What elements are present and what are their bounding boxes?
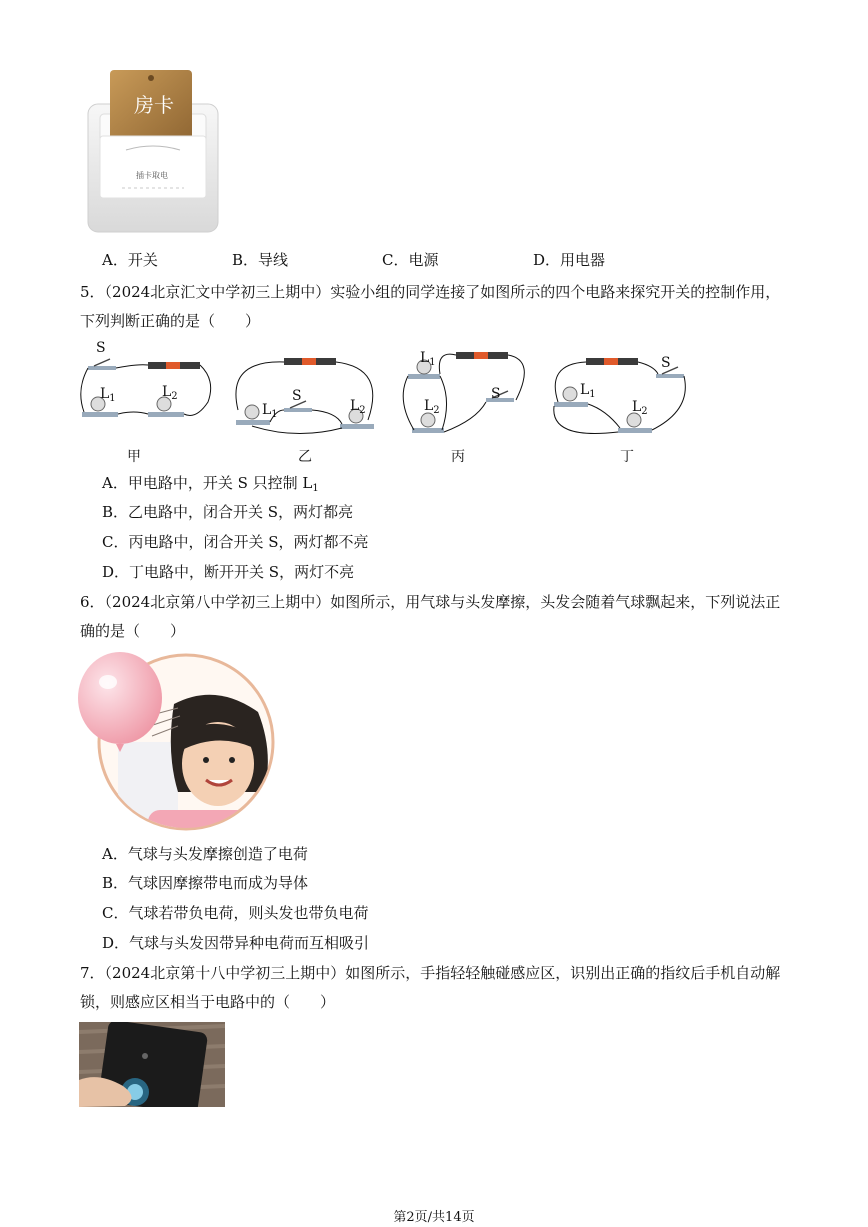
label-l2-yi: $L_2$ xyxy=(350,398,366,416)
slot-label: 插卡取电 xyxy=(136,171,168,180)
q5-stem: 5．（2024北京汇文中学初三上期中）实验小组的同学连接了如图所示的四个电路来探究开关的控制作用， xyxy=(80,283,781,301)
caption-yi: 乙 xyxy=(298,449,312,465)
label-s-bing: S xyxy=(491,386,501,402)
label-s-yi: S xyxy=(292,388,302,404)
caption-jia: 甲 xyxy=(127,449,141,465)
q6-option-a: A．气球与头发摩擦创造了电荷 xyxy=(102,845,308,863)
label-s-ding: S xyxy=(661,355,671,371)
caption-ding: 丁 xyxy=(620,449,634,465)
label-l1-yi: $L_1$ xyxy=(262,402,278,420)
caption-bing: 丙 xyxy=(451,449,465,465)
room-card-switch-image xyxy=(86,70,220,236)
label-l2-jia: $L_2$ xyxy=(162,384,178,402)
q6-stem: 6．（2024北京第八中学初三上期中）如图所示，用气球与头发摩擦，头发会随着气球飘起来，下列说法正 xyxy=(80,593,781,611)
q6-option-c: C．气球若带负电荷，则头发也带负电荷 xyxy=(102,904,369,922)
q4-option-c: C．电源 xyxy=(382,251,439,269)
q5-option-a: A．甲电路中，开关 S 只控制 $L_1$ xyxy=(102,474,319,494)
label-l1-jia: $L_1$ xyxy=(100,386,116,404)
fingerprint-phone-image xyxy=(79,1022,225,1107)
q6-option-d: D．气球与头发因带异种电荷而互相吸引 xyxy=(102,934,370,952)
circuit-yi xyxy=(236,358,374,434)
label-l2-ding: $L_2$ xyxy=(632,399,648,417)
q6-stem-cont: 确的是（ ） xyxy=(80,622,186,640)
q4-option-d: D．用电器 xyxy=(533,251,606,269)
q4-option-a: A．开关 xyxy=(102,251,158,269)
q7-stem: 7．（2024北京第十八中学初三上期中）如图所示，手指轻轻触碰感应区，识别出正确的指纹后手机自动解 xyxy=(80,964,781,982)
balloon-hair-image xyxy=(78,652,276,832)
q7-stem-cont: 锁，则感应区相当于电路中的（ ） xyxy=(80,993,336,1011)
label-l2-bing: $L_2$ xyxy=(424,398,440,416)
q5-option-d: D．丁电路中，断开开关 S，两灯不亮 xyxy=(102,563,355,581)
q5-stem-cont: 下列判断正确的是（ ） xyxy=(80,312,261,330)
label-l1-bing: $L_1$ xyxy=(420,350,436,368)
card-label: 房卡 xyxy=(134,93,174,117)
q4-option-b: B．导线 xyxy=(232,251,289,269)
q5-option-c: C．丙电路中，闭合开关 S，两灯都不亮 xyxy=(102,533,369,551)
label-s-jia: S xyxy=(96,340,106,356)
q5-option-b: B．乙电路中，闭合开关 S，两灯都亮 xyxy=(102,503,354,521)
page-footer: 第2页/共14页 xyxy=(393,1210,475,1225)
q6-option-b: B．气球因摩擦带电而成为导体 xyxy=(102,874,309,892)
label-l1-ding: $L_1$ xyxy=(580,382,596,400)
